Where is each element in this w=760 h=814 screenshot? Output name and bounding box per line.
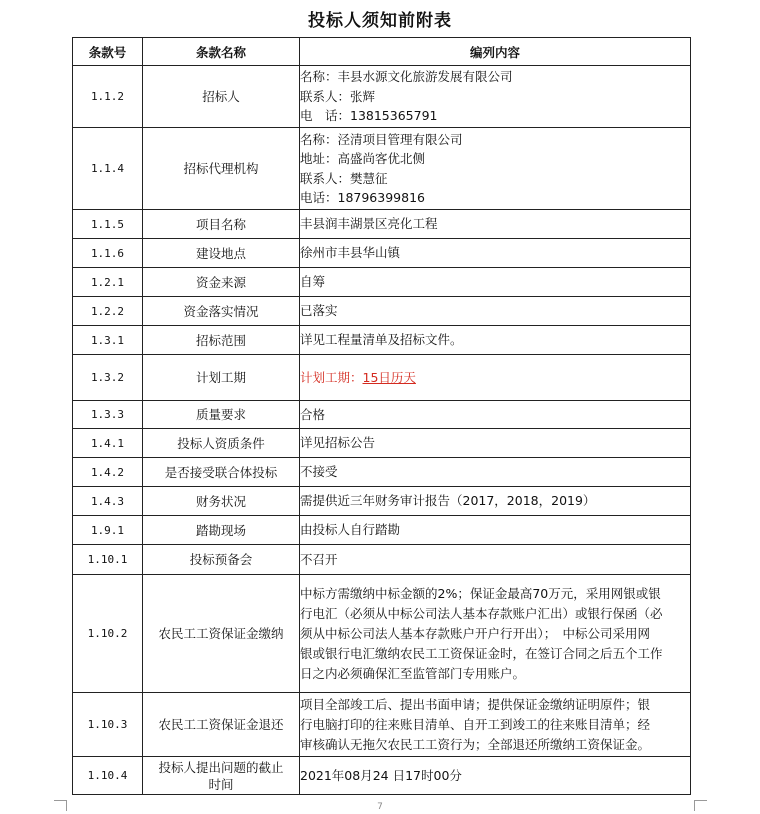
header-clause-name: 条款名称	[143, 38, 300, 66]
clause-number: 1.1.5	[73, 210, 143, 239]
clause-number: 1.3.3	[73, 401, 143, 429]
clause-content	[300, 693, 691, 757]
clause-name: 财务状况	[143, 487, 300, 516]
clause-name: 踏勘现场	[143, 516, 300, 545]
content-line: 中标方需缴纳中标金额的2%；保证金最高70万元，采用网银或银	[300, 585, 661, 601]
clause-number: 1.4.2	[73, 458, 143, 487]
table-row	[73, 128, 691, 210]
clause-content: 需提供近三年财务审计报告（2017，2018，2019）	[300, 487, 691, 516]
clause-number: 1.10.4	[73, 757, 143, 795]
table-row	[73, 297, 691, 326]
clause-number: 1.4.1	[73, 429, 143, 458]
clause-number: 1.1.4	[73, 128, 143, 210]
clause-content: 详见工程量清单及招标文件。	[300, 326, 691, 355]
page-number: 7	[377, 802, 383, 812]
clause-content	[300, 355, 691, 401]
content-line: 日之内必须确保汇至监管部门专用账户。	[300, 665, 526, 681]
table-row	[73, 210, 691, 239]
clause-name: 资金落实情况	[143, 297, 300, 326]
clause-content: 已落实	[300, 297, 691, 326]
clause-number: 1.2.1	[73, 268, 143, 297]
header-clause-number: 条款号	[73, 38, 143, 66]
content-line: 电话：18796399816	[300, 190, 425, 205]
clause-number: 1.10.1	[73, 545, 143, 575]
clause-number: 1.10.2	[73, 575, 143, 693]
table-row	[73, 516, 691, 545]
content-line: 项目全部竣工后、提出书面申请；提供保证金缴纳证明原件；银	[300, 696, 651, 712]
duration-value: 15日历天	[362, 369, 416, 385]
clause-content: 徐州市丰县华山镇	[300, 239, 691, 268]
clause-number: 1.3.2	[73, 355, 143, 401]
content-line: 银或银行电汇缴纳农民工工资保证金时，在签订合同之后五个工作	[300, 645, 663, 661]
clause-number: 1.1.2	[73, 66, 143, 128]
clause-content: 2021年08月24 日17时00分	[300, 757, 691, 795]
clause-name: 招标范围	[143, 326, 300, 355]
clause-content: 不召开	[300, 545, 691, 575]
clause-name: 是否接受联合体投标	[143, 458, 300, 487]
table-row	[73, 239, 691, 268]
duration-label: 计划工期：	[300, 369, 363, 385]
clause-content: 详见招标公告	[300, 429, 691, 458]
clause-name	[143, 757, 300, 795]
clause-content: 自筹	[300, 268, 691, 297]
clause-number: 1.9.1	[73, 516, 143, 545]
bid-notice-table	[72, 37, 691, 795]
clause-content	[300, 575, 691, 693]
clause-content: 丰县润丰湖景区亮化工程	[300, 210, 691, 239]
clause-number: 1.2.2	[73, 297, 143, 326]
clause-name: 农民工工资保证金退还	[143, 693, 300, 757]
clause-name: 招标代理机构	[143, 128, 300, 210]
table-row	[73, 326, 691, 355]
clause-content	[300, 128, 691, 210]
clause-number: 1.10.3	[73, 693, 143, 757]
clause-number: 1.3.1	[73, 326, 143, 355]
content-line: 名称：丰县水源文化旅游发展有限公司	[300, 69, 513, 85]
content-line: 行电脑打印的往来账目清单、自开工到竣工的往来账目清单；经	[300, 716, 651, 732]
clause-name: 计划工期	[143, 355, 300, 401]
clause-name: 投标人资质条件	[143, 429, 300, 458]
clause-content: 合格	[300, 401, 691, 429]
clause-number: 1.4.3	[73, 487, 143, 516]
clause-name: 资金来源	[143, 268, 300, 297]
content-line: 联系人：樊慧征	[300, 170, 388, 186]
clause-name-line: 时间	[208, 776, 234, 792]
table-header-row	[73, 38, 691, 66]
clause-name: 项目名称	[143, 210, 300, 239]
table-row	[73, 575, 691, 693]
clause-name: 农民工工资保证金缴纳	[143, 575, 300, 693]
table-row	[73, 66, 691, 128]
table-row	[73, 487, 691, 516]
table-row	[73, 458, 691, 487]
clause-number: 1.1.6	[73, 239, 143, 268]
content-line: 名称：泾清项目管理有限公司	[300, 131, 463, 147]
content-line: 联系人：张辉	[300, 88, 376, 104]
table-row	[73, 401, 691, 429]
table-row	[73, 693, 691, 757]
table-row	[73, 545, 691, 575]
clause-name: 招标人	[143, 66, 300, 128]
table-row	[73, 268, 691, 297]
clause-name-line: 投标人提出问题的截止	[158, 759, 284, 775]
content-line: 审核确认无拖欠农民工工资行为；全部退还所缴纳工资保证金。	[300, 736, 651, 752]
content-line: 须从中标公司法人基本存款账户开户行开出）； 中标公司采用网	[300, 625, 651, 641]
content-line: 电 话：13815365791	[300, 108, 438, 124]
table-row	[73, 429, 691, 458]
clause-name: 投标预备会	[143, 545, 300, 575]
page-title: 投标人须知前附表	[308, 11, 452, 31]
clause-name: 质量要求	[143, 401, 300, 429]
clause-content	[300, 66, 691, 128]
clause-name: 建设地点	[143, 239, 300, 268]
table-row	[73, 757, 691, 795]
clause-content: 由投标人自行踏勘	[300, 516, 691, 545]
clause-content: 不接受	[300, 458, 691, 487]
content-line: 行电汇（必须从中标公司法人基本存款账户汇出）或银行保函（必	[300, 605, 663, 621]
content-line: 地址：高盛尚客优北侧	[300, 151, 426, 166]
table-row	[73, 355, 691, 401]
header-content: 编列内容	[300, 38, 691, 66]
